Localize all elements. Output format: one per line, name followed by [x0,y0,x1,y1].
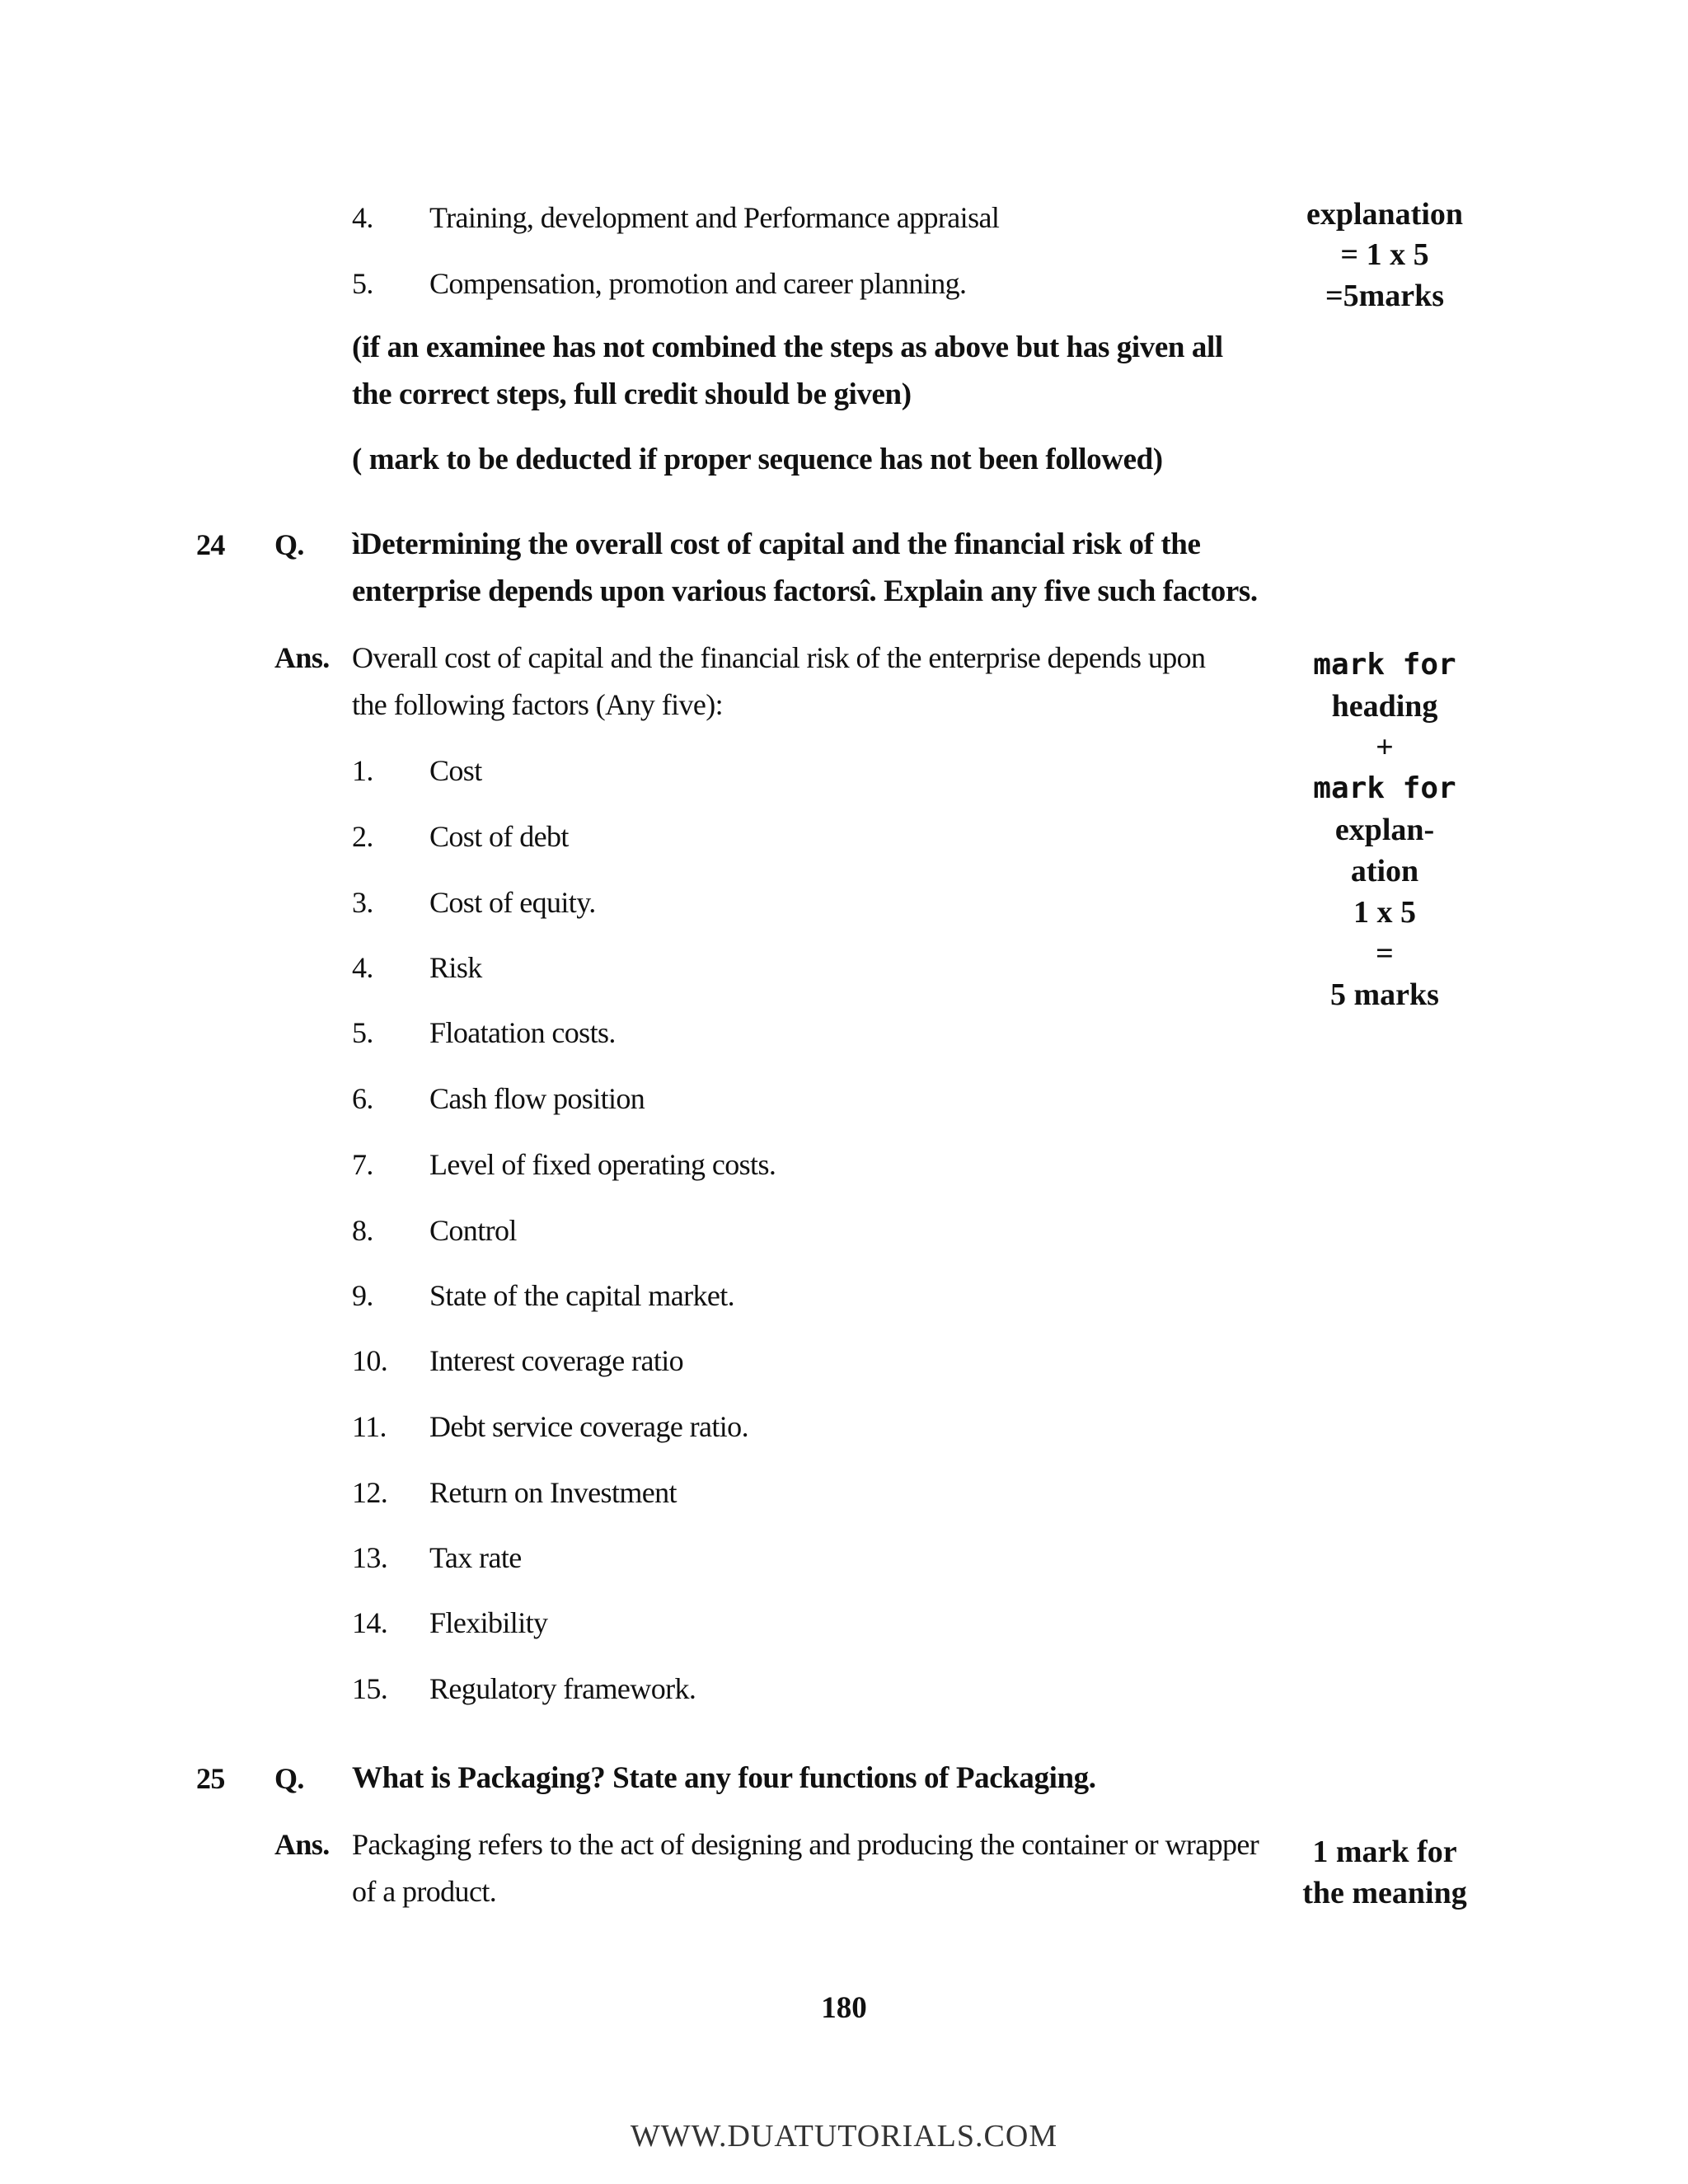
list-number: 3. [352,886,373,919]
marks-line: = 1 x 5 [1340,237,1429,272]
list-item: Control [429,1214,517,1247]
list-number: 6. [352,1082,373,1115]
list-item: Flexibility [429,1606,548,1639]
list-item: Return on Investment [429,1476,677,1509]
answer-text: Packaging refers to the act of designing and producing the container or wrapper [352,1828,1259,1861]
list-item: Level of fixed operating costs. [429,1148,776,1181]
list-item: Risk [429,951,482,984]
list-item: Floatation costs. [429,1016,616,1049]
list-number: 4. [352,201,373,234]
list-number: 9. [352,1279,373,1312]
list-item: Cost of debt [429,820,569,853]
list-number: 1. [352,754,373,787]
marks-line: heading [1331,689,1438,724]
answer-label: Ans. [274,1828,330,1861]
marks-line: 1 mark for [1312,1835,1457,1869]
question-label: Q. [274,1762,304,1795]
marks-line: the meaning [1302,1876,1467,1910]
list-item: State of the capital market. [429,1279,735,1312]
list-number: 8. [352,1214,373,1247]
list-number: 10. [352,1344,388,1377]
answer-text: of a product. [352,1875,497,1908]
list-item: Interest coverage ratio [429,1344,684,1377]
page-number: 180 [821,1991,867,2025]
footer-url: WWW.DUATUTORIALS.COM [630,2119,1058,2154]
list-number: 11. [352,1410,387,1443]
list-item: Tax rate [429,1541,522,1574]
list-item: Debt service coverage ratio. [429,1410,748,1443]
marks-line: + [1376,730,1394,765]
marks-line: explanation [1306,197,1464,232]
list-number: 5. [352,1016,373,1049]
list-number: 4. [352,951,373,984]
marks-line: mark for [1313,771,1456,805]
note-line: the correct steps, full credit should be given) [352,377,912,411]
question-text: enterprise depends upon various factorsî. Explain any five such factors. [352,574,1258,608]
note-line: (if an examinee has not combined the steps as above but has given all [352,330,1223,364]
list-item: Regulatory framework. [429,1672,696,1705]
list-number: 7. [352,1148,373,1181]
note-line: ( mark to be deducted if proper sequence has not been followed) [352,443,1163,476]
marks-line: ation [1350,854,1419,888]
list-number: 14. [352,1606,388,1639]
marks-line: 5 marks [1330,977,1439,1012]
marks-line: = [1376,936,1394,971]
list-item: Training, development and Performance appraisal [429,201,1000,234]
answer-label: Ans. [274,641,330,674]
question-text: What is Packaging? State any four functions of Packaging. [352,1761,1096,1795]
list-number: 5. [352,267,373,300]
marks-line: 1 x 5 [1353,895,1416,930]
marks-line: mark for [1313,648,1456,682]
list-number: 13. [352,1541,388,1574]
answer-text: Overall cost of capital and the financial risk of the enterprise depends upon [352,641,1206,674]
list-number: 12. [352,1476,388,1509]
list-number: 2. [352,820,373,853]
list-item: Compensation, promotion and career planning. [429,267,967,300]
answer-text: the following factors (Any five): [352,688,724,721]
list-item: Cash flow position [429,1082,645,1115]
marks-line: explan- [1334,813,1435,847]
question-number: 24 [196,528,225,561]
question-label: Q. [274,528,304,561]
list-number: 15. [352,1672,388,1705]
question-text: ìDetermining the overall cost of capital and the financial risk of the [352,527,1201,561]
list-item: Cost [429,754,482,787]
list-item: Cost of equity. [429,886,596,919]
question-number: 25 [196,1762,225,1795]
marks-line: =5marks [1325,279,1445,313]
